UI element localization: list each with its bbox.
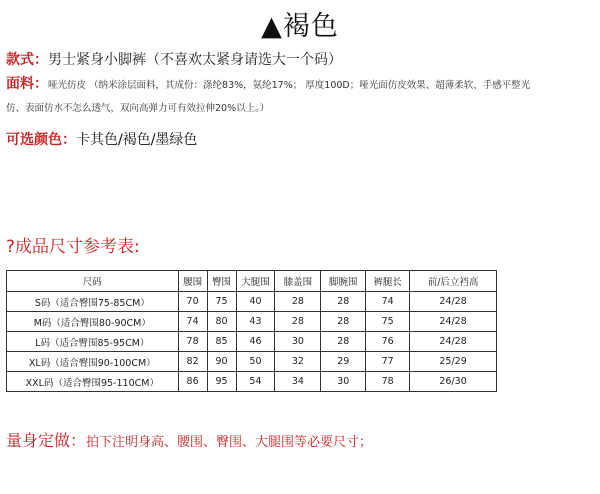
value-cell: 25/29 xyxy=(410,352,497,372)
table-row xyxy=(7,312,497,332)
size-cell: XL码（适合臀围90-100CM） xyxy=(7,352,179,372)
custom-label: 量身定做： xyxy=(6,431,87,450)
value-cell: 74 xyxy=(178,312,207,332)
size-cell: M码（适合臀围80-90CM） xyxy=(7,312,179,332)
value-cell: 46 xyxy=(236,332,275,352)
value-cell: 40 xyxy=(236,292,275,312)
value-cell: 82 xyxy=(178,352,207,372)
value-cell: 85 xyxy=(207,332,236,352)
value-cell: 28 xyxy=(321,332,366,352)
value-cell: 70 xyxy=(178,292,207,312)
table-row xyxy=(7,292,497,312)
page-title: ▲褐色 xyxy=(261,11,339,42)
value-cell: 75 xyxy=(207,292,236,312)
value-cell: 95 xyxy=(207,372,236,392)
value-cell: 50 xyxy=(236,352,275,372)
value-cell: 90 xyxy=(207,352,236,372)
value-cell: 86 xyxy=(178,372,207,392)
value-cell: 34 xyxy=(275,372,321,392)
header-cell: 尺码 xyxy=(7,271,179,292)
value-cell: 28 xyxy=(321,312,366,332)
style-label: 款式： xyxy=(6,52,48,68)
value-cell: 80 xyxy=(207,312,236,332)
material-value-line2: 仿、表面仿水不怎么透气，双向高弹力可有效拉伸20%以上。） xyxy=(6,103,270,114)
header-cell: 大腿围 xyxy=(236,271,275,292)
value-cell: 28 xyxy=(275,312,321,332)
table-row xyxy=(7,352,497,372)
value-cell: 78 xyxy=(178,332,207,352)
custom-line xyxy=(6,428,372,451)
table-row xyxy=(7,372,497,392)
header-cell: 裤腿长 xyxy=(366,271,410,292)
value-cell: 75 xyxy=(366,312,410,332)
header-cell: 膝盖围 xyxy=(275,271,321,292)
style-value: 男士紧身小脚裤（不喜欢太紧身请选大一个码） xyxy=(48,52,342,68)
size-cell: S码（适合臀围75-85CM） xyxy=(7,292,179,312)
material-label: 面料： xyxy=(6,76,48,92)
value-cell: 54 xyxy=(236,372,275,392)
header-cell: 前/后立裆高 xyxy=(410,271,497,292)
table-row xyxy=(7,332,497,352)
value-cell: 30 xyxy=(275,332,321,352)
colors-value: 卡其色/褐色/墨绿色 xyxy=(76,132,198,148)
value-cell: 77 xyxy=(366,352,410,372)
table-header-row xyxy=(7,271,497,292)
colors-label: 可选颜色： xyxy=(6,132,76,148)
size-cell: XXL码（适合臀围95-110CM） xyxy=(7,372,179,392)
material-line xyxy=(6,73,530,93)
value-cell: 32 xyxy=(275,352,321,372)
header-cell: 臀围 xyxy=(207,271,236,292)
size-chart-title: ?成品尺寸参考表: xyxy=(6,237,140,257)
value-cell: 28 xyxy=(321,292,366,312)
value-cell: 43 xyxy=(236,312,275,332)
material-value-line1: 哑光仿皮 （纳米涂层面料，其成份：涤纶83%，氨纶17%； 厚度100D；哑光面仿皮效果、超薄柔软、手感平整光 xyxy=(48,80,531,91)
value-cell: 76 xyxy=(366,332,410,352)
value-cell: 26/30 xyxy=(410,372,497,392)
value-cell: 74 xyxy=(366,292,410,312)
value-cell: 24/28 xyxy=(410,312,497,332)
style-line xyxy=(6,49,342,69)
value-cell: 78 xyxy=(366,372,410,392)
value-cell: 24/28 xyxy=(410,292,497,312)
colors-line xyxy=(6,129,197,149)
value-cell: 30 xyxy=(321,372,366,392)
size-table xyxy=(6,270,497,392)
value-cell: 24/28 xyxy=(410,332,497,352)
size-cell: L码（适合臀围85-95CM） xyxy=(7,332,179,352)
custom-value: 拍下注明身高、腰围、臀围、大腿围等必要尺寸； xyxy=(86,435,373,450)
header-cell: 脚腕围 xyxy=(321,271,366,292)
header-cell: 腰围 xyxy=(178,271,207,292)
value-cell: 29 xyxy=(321,352,366,372)
value-cell: 28 xyxy=(275,292,321,312)
